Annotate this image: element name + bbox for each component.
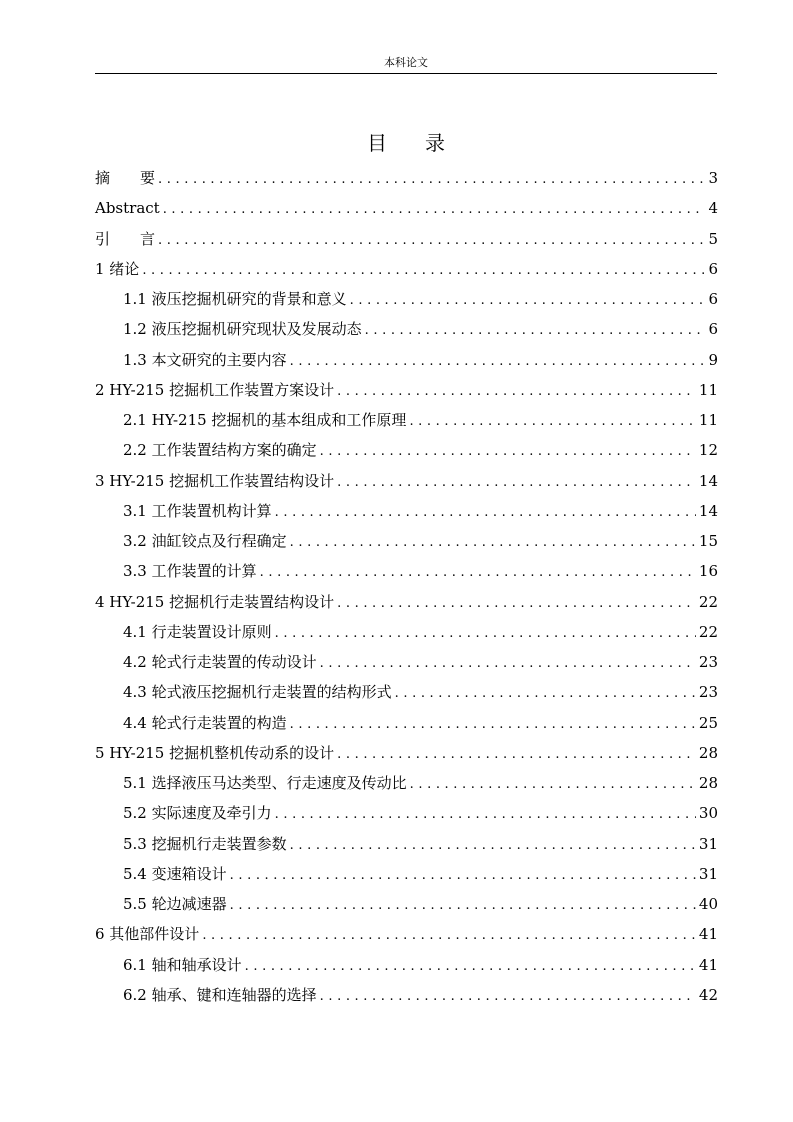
toc-entry[interactable] (95, 556, 718, 586)
toc-dot-leader (410, 770, 696, 800)
toc-entry-page: 11 (698, 380, 718, 399)
toc-entry-page: 4 (708, 199, 718, 218)
toc-entry[interactable] (95, 163, 718, 193)
toc-entry-page: 9 (708, 350, 718, 369)
toc-entry-label: 3.2 油缸铰点及行程确定 (123, 532, 287, 550)
toc-dot-leader (290, 347, 706, 377)
toc-entry-page: 28 (698, 743, 718, 762)
toc-dot-leader (337, 468, 696, 498)
toc-entry-label: 1.2 液压挖掘机研究现状及发展动态 (123, 320, 362, 339)
toc-dot-leader (158, 226, 705, 256)
table-of-contents (95, 163, 718, 1010)
toc-entry[interactable] (95, 405, 718, 435)
toc-dot-leader (290, 831, 696, 861)
toc-entry-page: 30 (698, 804, 718, 823)
toc-entry-page: 31 (698, 834, 718, 853)
toc-dot-leader (320, 649, 696, 679)
toc-entry-label: 2.2 工作装置结构方案的确定 (123, 441, 317, 460)
toc-entry-label: 5.2 实际速度及牵引力 (123, 804, 272, 823)
toc-entry[interactable] (95, 435, 718, 465)
toc-dot-leader (142, 256, 705, 286)
toc-entry-page: 28 (698, 774, 718, 792)
toc-entry-page: 6 (708, 320, 718, 339)
toc-entry-page: 22 (698, 592, 718, 611)
toc-entry-label: 5.1 选择液压马达类型、行走速度及传动比 (123, 774, 407, 792)
toc-entry[interactable] (95, 224, 718, 254)
toc-entry-page: 5 (708, 229, 718, 248)
toc-entry-page: 40 (698, 895, 718, 913)
toc-entry-label: 4.1 行走装置设计原则 (123, 622, 272, 641)
toc-dot-leader (230, 891, 696, 921)
toc-entry-page: 15 (698, 532, 718, 550)
toc-entry-label: 4 HY-215 挖掘机行走装置结构设计 (95, 592, 335, 611)
toc-entry[interactable] (95, 254, 718, 284)
toc-dot-leader (158, 165, 705, 195)
toc-entry[interactable] (95, 768, 718, 798)
toc-dot-leader (337, 740, 696, 770)
toc-entry-page: 16 (698, 562, 718, 581)
toc-entry[interactable] (95, 284, 718, 314)
toc-dot-leader (409, 407, 695, 437)
toc-entry[interactable] (95, 496, 718, 526)
toc-entry-label: 6.2 轴承、键和连轴器的选择 (123, 985, 317, 1004)
toc-dot-leader (395, 679, 696, 709)
toc-entry-label: 3 HY-215 挖掘机工作装置结构设计 (95, 471, 335, 490)
toc-entry-label: 1.1 液压挖掘机研究的背景和意义 (123, 290, 347, 308)
toc-dot-leader (245, 952, 696, 982)
toc-entry[interactable] (95, 375, 718, 405)
toc-entry[interactable] (95, 859, 718, 889)
toc-entry-label: 引言 (95, 229, 156, 248)
toc-dot-leader (320, 982, 696, 1012)
toc-entry-page: 6 (708, 290, 718, 308)
toc-entry-page: 23 (698, 653, 718, 671)
toc-dot-leader (350, 286, 706, 316)
toc-dot-leader (320, 437, 696, 467)
toc-dot-leader (337, 589, 696, 619)
toc-dot-leader (275, 800, 696, 830)
toc-dot-leader (230, 861, 696, 891)
toc-entry[interactable] (95, 980, 718, 1010)
toc-entry-label: 6 其他部件设计 (95, 925, 200, 944)
toc-entry-page: 3 (708, 169, 718, 187)
toc-entry-label: 6.1 轴和轴承设计 (123, 955, 242, 974)
toc-entry-page: 14 (698, 501, 718, 520)
toc-entry-page: 14 (698, 471, 718, 490)
toc-entry[interactable] (95, 193, 718, 223)
toc-entry-page: 23 (698, 683, 718, 702)
toc-entry-page: 12 (698, 441, 718, 460)
toc-dot-leader (275, 498, 696, 528)
toc-entry-label: Abstract (95, 199, 160, 218)
toc-entry-label: 5.3 挖掘机行走装置参数 (123, 834, 287, 853)
toc-entry[interactable] (95, 526, 718, 556)
header-divider (95, 73, 717, 74)
toc-entry[interactable] (95, 950, 718, 980)
toc-dot-leader (275, 619, 696, 649)
toc-dot-leader (290, 710, 696, 740)
toc-entry-page: 41 (698, 925, 718, 944)
toc-entry[interactable] (95, 889, 718, 919)
toc-entry-label: 1 绪论 (95, 259, 140, 278)
toc-entry[interactable] (95, 708, 718, 738)
toc-entry-label: 4.4 轮式行走装置的构造 (123, 713, 287, 732)
toc-entry-label: 2.1 HY-215 挖掘机的基本组成和工作原理 (123, 411, 407, 429)
toc-entry[interactable] (95, 798, 718, 828)
toc-entry[interactable] (95, 829, 718, 859)
toc-entry[interactable] (95, 919, 718, 949)
toc-entry-label: 5 HY-215 挖掘机整机传动系的设计 (95, 743, 335, 762)
page-header: 本科论文 (384, 56, 428, 69)
toc-dot-leader (260, 558, 696, 588)
toc-entry-label: 1.3 本文研究的主要内容 (123, 350, 287, 369)
toc-entry-label: 2 HY-215 挖掘机工作装置方案设计 (95, 380, 335, 399)
toc-entry-label: 5.5 轮边减速器 (123, 895, 227, 913)
toc-entry-page: 22 (698, 622, 718, 641)
toc-dot-leader (163, 195, 706, 225)
toc-entry[interactable] (95, 345, 718, 375)
toc-entry-page: 11 (698, 411, 718, 429)
toc-entry-label: 4.3 轮式液压挖掘机行走装置的结构形式 (123, 683, 392, 702)
toc-entry-page: 31 (698, 864, 718, 883)
toc-entry-label: 3.1 工作装置机构计算 (123, 501, 272, 520)
toc-entry[interactable] (95, 617, 718, 647)
toc-title: 目录 (367, 131, 483, 155)
toc-entry[interactable] (95, 314, 718, 344)
toc-entry[interactable] (95, 738, 718, 768)
toc-entry-page: 25 (698, 713, 718, 732)
toc-entry[interactable] (95, 647, 718, 677)
toc-dot-leader (365, 316, 706, 346)
toc-entry-label: 4.2 轮式行走装置的传动设计 (123, 653, 317, 671)
toc-entry[interactable] (95, 677, 718, 707)
toc-entry-label: 5.4 变速箱设计 (123, 864, 227, 883)
toc-dot-leader (290, 528, 696, 558)
toc-dot-leader (202, 921, 696, 951)
toc-entry-page: 6 (708, 259, 718, 278)
toc-entry-label: 3.3 工作装置的计算 (123, 562, 257, 581)
toc-entry[interactable] (95, 587, 718, 617)
toc-entry-page: 42 (698, 985, 718, 1004)
toc-dot-leader (337, 377, 696, 407)
toc-entry-label: 摘要 (95, 169, 156, 187)
toc-entry-page: 41 (698, 955, 718, 974)
toc-entry[interactable] (95, 466, 718, 496)
